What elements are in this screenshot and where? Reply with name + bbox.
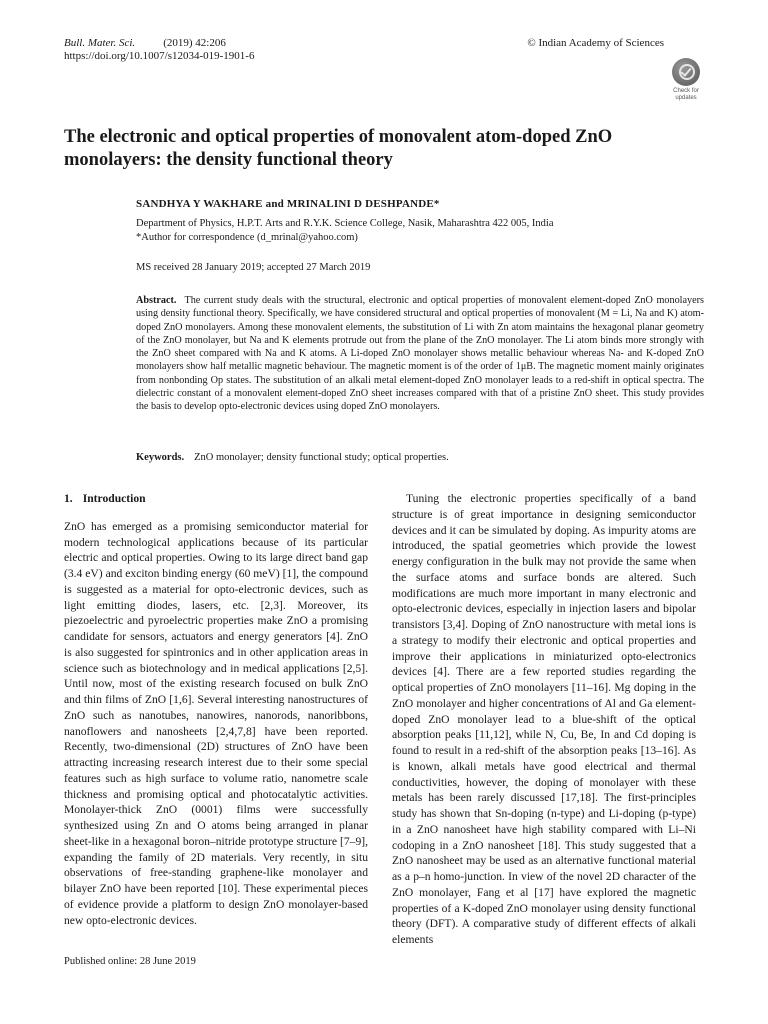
- right-column: [392, 491, 696, 948]
- abstract: [136, 294, 704, 414]
- paper-authors: SANDHYA Y WAKHARE and MRINALINI D DESHPANDE*: [136, 198, 440, 210]
- section-title: Introduction: [82, 492, 146, 505]
- journal-header: [64, 37, 254, 63]
- journal-volume: (2019) 42:206: [163, 37, 226, 49]
- correspondence: *Author for correspondence (d_mrinal@yahoo.com): [136, 232, 358, 243]
- keywords-text: ZnO monolayer; density functional study; optical properties.: [194, 452, 449, 463]
- abstract-label: Abstract.: [136, 295, 177, 306]
- left-column: [64, 491, 368, 928]
- paper-title: The electronic and optical properties of monovalent atom-doped ZnO monolayers: the density functional theory: [64, 127, 613, 170]
- section-number: 1.: [64, 492, 73, 505]
- abstract-text: The current study deals with the structural, electronic and optical properties of monovalent element-doped ZnO monolayers using density functional theory. Specifically, we have considered structural and optical properties of monovalent (M = Li, Na and K) atom-doped ZnO monolayers. Among these monovalent elements, the substitution of Li with Zn atom maintains the hexagonal planar geometry of the ZnO monolayer, but Na and K elements protrude out from the plane of the ZnO monolayer. The Li atom binds more strongly with the ZnO sheet compared with Na and K atoms. A Li-doped ZnO monolayer shows metallic behaviour whereas Na- and K-doped ZnO monolayers show half metallic magnetic behaviour. The magnetic moment is of the order of 1μB. The magnetic moment mainly originates from nonbonding Op states. The substitution of an alkali metal element-doped ZnO monolayer leads to a red-shift in optical spectra. The dielectric constant of a monovalent element-doped ZnO sheet increases compared with that of a pristine ZnO sheet. This study provides the basis to develop opto-electronic devices using doped ZnO monolayers.: [136, 295, 704, 413]
- intro-paragraph-1: ZnO has emerged as a promising semiconductor material for modern technological applications because of its particular electric and optical properties. Owing to its large direct band gap (3.4 eV) and exciton binding energy (60 meV) [1], the compound is suggested as a material for opto-electronic devices, such as light emitting diodes, lasers, etc. [2,3]. Moreover, its piezoelectric and pyroelectric properties make ZnO a promising candidate for sensors, actuators and energy generators [4]. ZnO is also suggested for spintronics and in other application areas in science such as biotechnology and in medical applications [2,5]. Until now, most of the existing research focused on bulk ZnO and thin films of ZnO [1,6]. Several interesting nanostructures of ZnO such as nanotubes, nanowires, nanorods, nanoribbons, nanoflowers and nanosheets [2,4,7,8] have been reported. Recently, two-dimensional (2D) structures of ZnO have been attracting increasing research interest due to their some special features such as high surface to volume ratio, nanometre scale thickness and promising optical and photocatalytic activities. Monolayer-thick ZnO (0001) films were successfully synthesized using Zn and O atoms being arranged in planar sheet-like in a hexagonal boron–nitride prototype structure [7–9], expanding the family of 2D materials. Very recently, in situ observations of free-standing graphene-like monolayer and bilayer ZnO have been reported [10]. These experimental pieces of evidence provide a platform to design ZnO monolayer-based new opto-electronic devices.: [64, 519, 368, 927]
- check-for-updates-badge[interactable]: [666, 58, 706, 100]
- affiliation: Department of Physics, H.P.T. Arts and R.Y.K. Science College, Nasik, Maharashtra 422 005, India: [136, 218, 554, 229]
- badge-label-line1: Check for: [673, 88, 699, 94]
- intro-paragraph-2: Tuning the electronic properties specifically of a band structure is of great importance in designing semiconductor devices and it can be simulated by doping. As impurity atoms are introduced, the spatial geometries which provide the lowest energy configuration in the bulk may not provide the same when the surface atoms and surface bonds are altered. Such modifications are much more important in many electronic and opto-electronic devices, especially in injection lasers and bipolar transistors [3,4]. Doping of ZnO nanostructure with metal ions is a strategy to modify their electronic and optical properties and improve their applications in miniaturized opto-electronics devices [4]. There are a few reported studies regarding the optical properties of ZnO monolayers [11–16]. Mg doping in the ZnO monolayer and higher concentrations of Al and Ga element-doped ZnO monolayer lead to a blue-shift of the optical absorption peaks [11,12], while N, Cu, Be, In and Cd doping is found to result in a red-shift of the absorption peaks [13–16]. As is known, alkali metals have good electrical and thermal conductivities, however, the doping of monolayer with these metals has been rarely discussed [17,18]. The first-principles study has shown that Sn-doping (n-type) and Li-doping (p-type) in a ZnO nanosheet have high stability compared with Li–Ni codoping in a ZnO nanosheet [18]. This study suggested that a ZnO nanosheet may be used as an alternative functional material as a p–n homo-junction. In view of the novel 2D character of the ZnO monolayer, Fang et al [17] have explored the magnetic properties of a K-doped ZnO monolayer using density functional theory (DFT). A comparative study of different effects of alkali elements: [392, 492, 696, 946]
- journal-name: Bull. Mater. Sci.: [64, 37, 136, 49]
- keywords: [136, 452, 449, 463]
- badge-label-line2: updates: [675, 95, 697, 101]
- received-dates: MS received 28 January 2019; accepted 27 March 2019: [136, 262, 371, 273]
- doi-link[interactable]: https://doi.org/10.1007/s12034-019-1901-6: [64, 50, 255, 62]
- affiliation-block: [136, 217, 554, 245]
- check-updates-icon: [672, 58, 700, 86]
- published-date: Published online: 28 June 2019: [64, 956, 196, 967]
- copyright-notice: © Indian Academy of Sciences: [527, 37, 664, 49]
- keywords-label: Keywords.: [136, 452, 185, 463]
- section-heading: [64, 491, 368, 507]
